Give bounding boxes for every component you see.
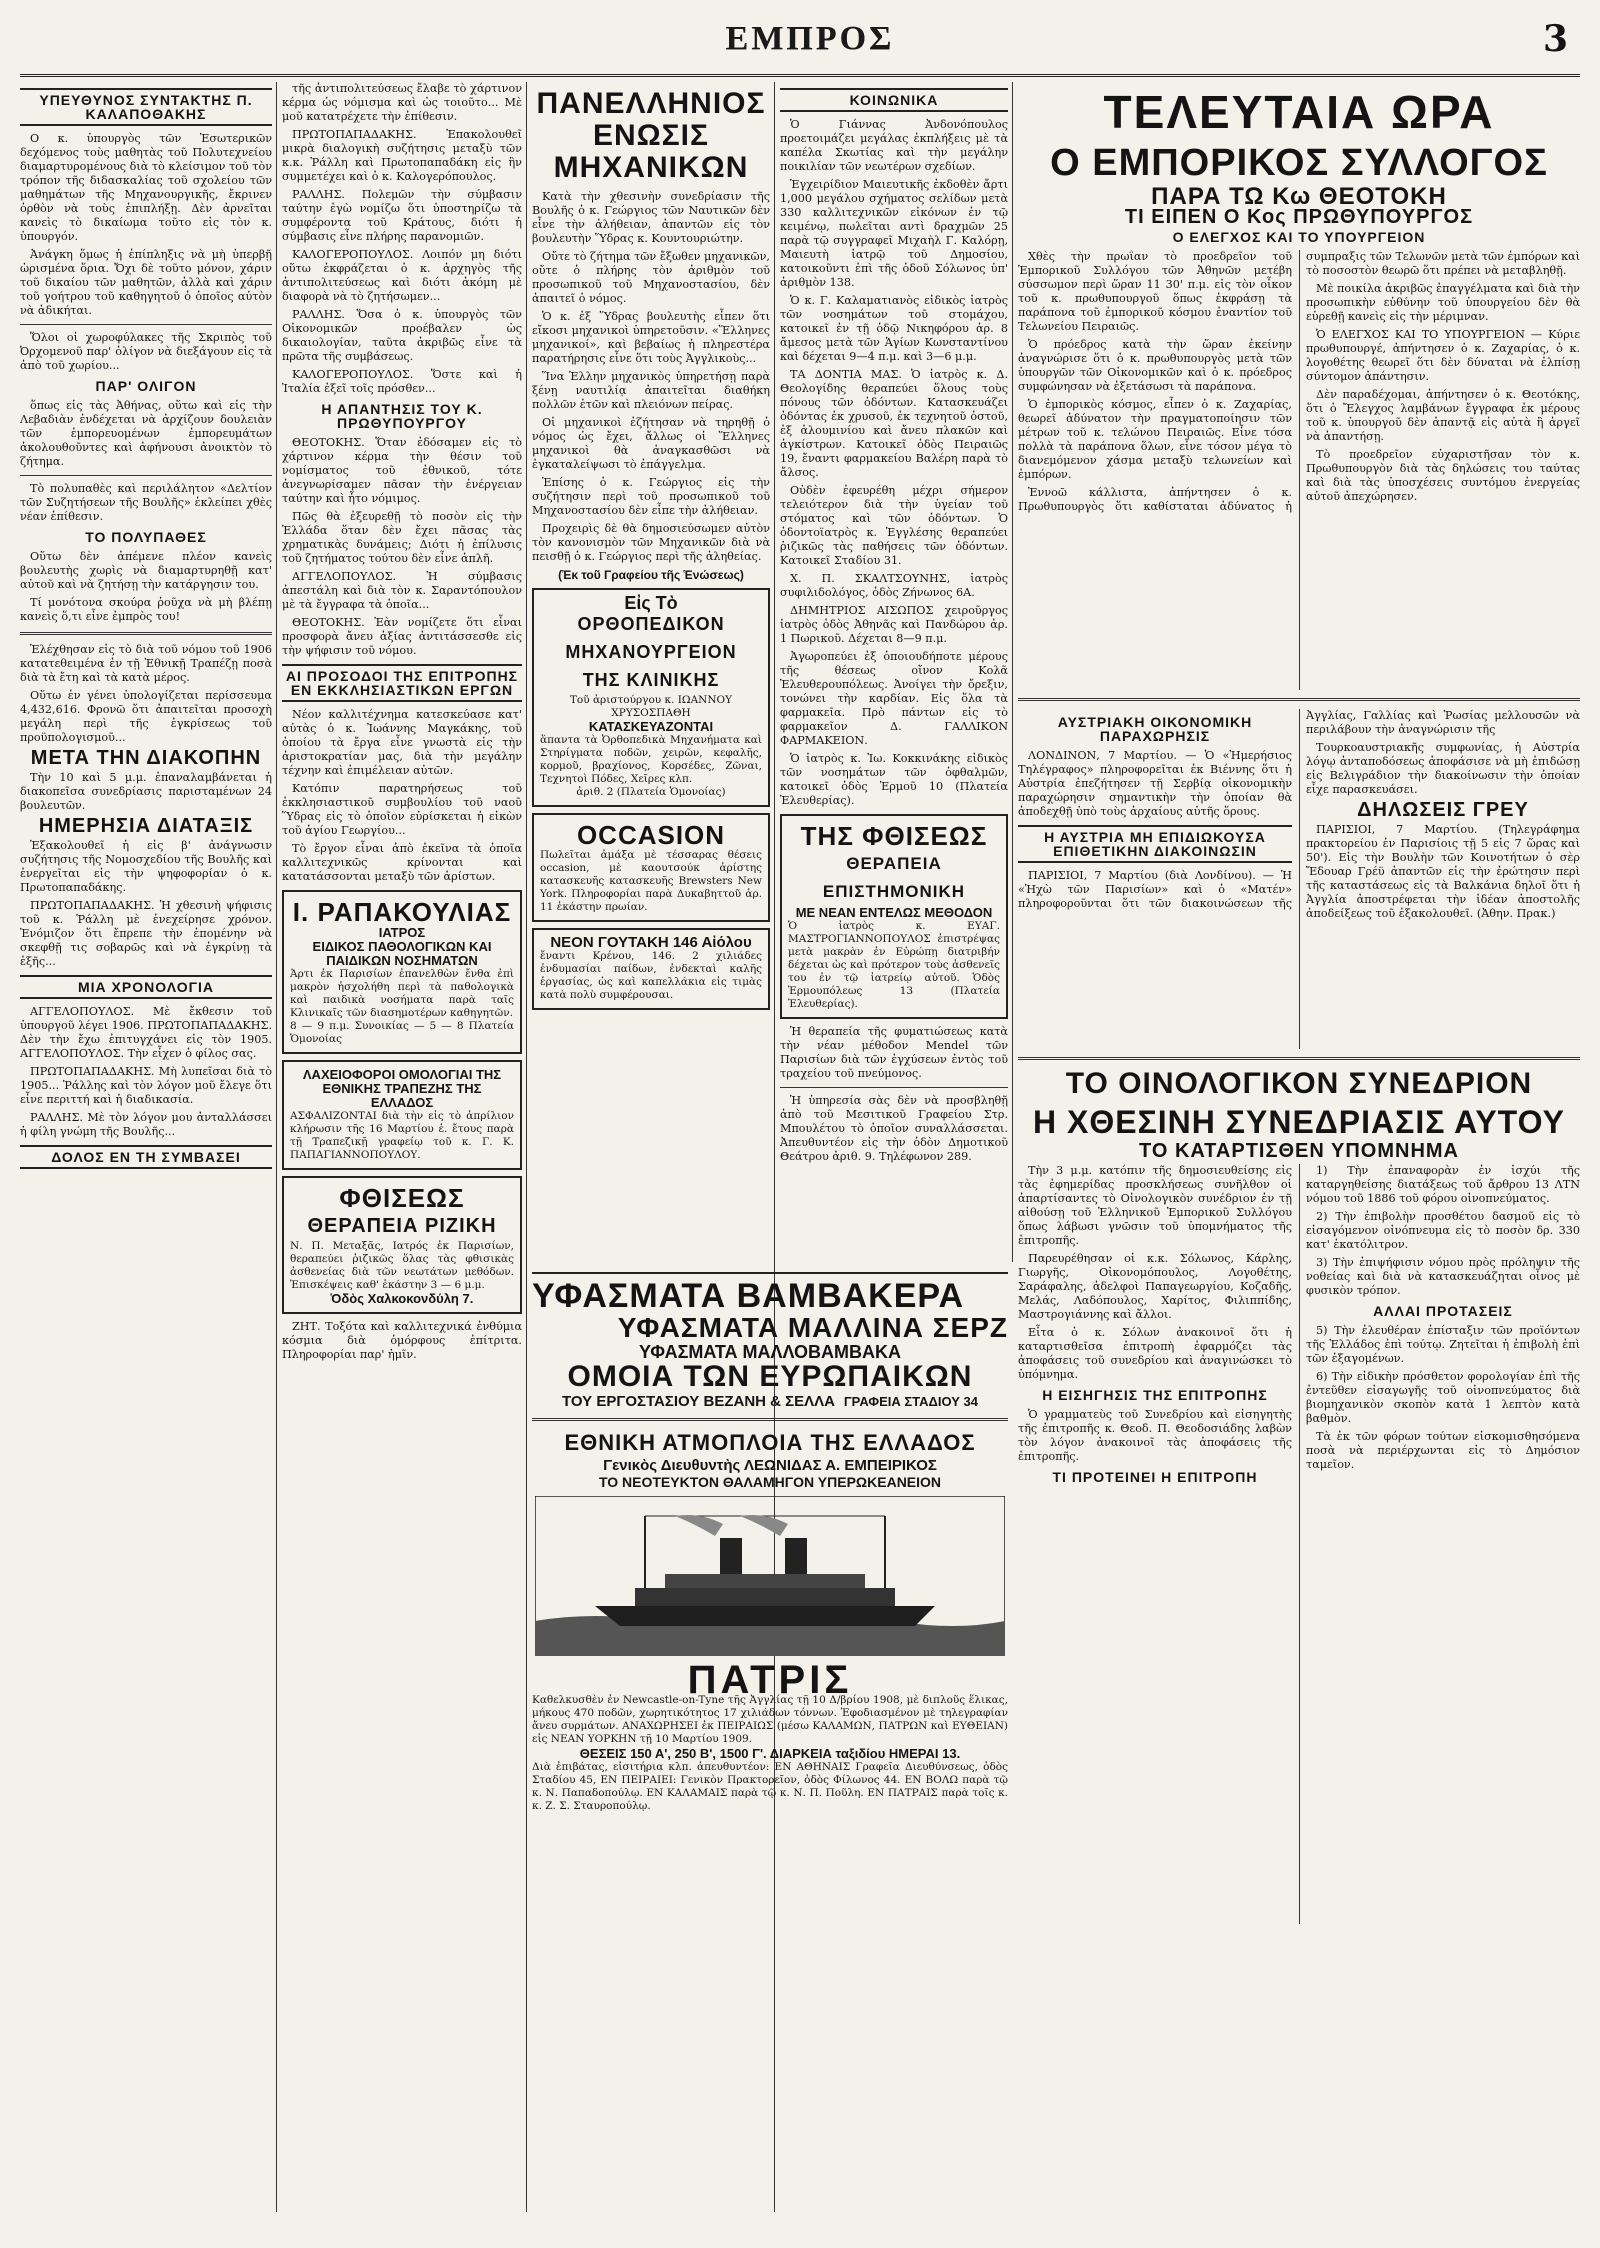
column-5 bbox=[1018, 82, 1580, 2212]
ad-body: Ὁ ἰατρὸς κ. ΕΥΑΓ. ΜΑΣΤΡΟΓΙΑΝΝΟΠΟΥΛΟΣ ἐπιστρέψας μετὰ μακρὰν ἐν Εὐρώπῃ διατριβήν δέχεται ὡς καὶ πρότερον τοὺς ἀσθενεῖς του ἐν τῷ ἰατρείῳ αὐτοῦ. Ὁδὸς Ἑρμουπόλεως 13 (Πλατεία Ἐλευθερίας). bbox=[788, 920, 1000, 1010]
article-paragraph: 1) Τὴν ἐπαναφορὰν ἐν ἰσχύι τῆς καταργηθείσης διατάξεως τοῦ ἄρθρου 13 ΛΤΝ νόμου τοῦ 1886 τοῦ φόρου οἰνοπνεύματος. bbox=[1306, 1164, 1580, 1205]
ad-subtitle: ΜΕ ΝΕΑΝ ΕΝΤΕΛΩΣ ΜΕΘΟΔΟΝ bbox=[795, 905, 993, 920]
article-paragraph: Τί μονότονα σκούρα ῥοῦχα νὰ μὴ βλέπῃ κανεὶς ὅ,τι εἶνε ἐμπρὸς του! bbox=[20, 596, 272, 623]
section-heading: ΜΙΑ ΧΡΟΝΟΛΟΓΙΑ bbox=[20, 975, 272, 999]
ad-subtitle: ΤΟ ΝΕΟΤΕΥΚΤΟΝ ΘΑΛΑΜΗΓΟΝ ΥΠΕΡΩΚΕΑΝΕΙΟΝ bbox=[598, 1474, 942, 1490]
ad-maker: ΤΟΥ ΕΡΓΟΣΤΑΣΙΟΥ ΒΕΖΑΝΗ & ΣΕΛΛΑ bbox=[562, 1393, 835, 1410]
article-paragraph: Οὕτω ἐν γένει ὑπολογίζεται περίσσευμα 4,432,616. Φρονῶ ὅτι ἀπαιτεῖται προσοχὴ μεγάλη περὶ τῆς ἐγκρίσεως τοῦ προϋπολογισμοῦ... bbox=[20, 689, 272, 744]
article-paragraph: Ὁ γραμματεὺς τοῦ Συνεδρίου καὶ εἰσηγητὴς τῆς ἐπιτροπῆς κ. Θεοδ. Π. Θεοδοσιάδης λαβὼν τὸν λόγον ἀνακοινοῖ τὰς ἀποφάσεις τῆς ἐπιτροπῆς. bbox=[1018, 1408, 1292, 1463]
ad-hours: 8 — 9 π.μ. Συνοικίας — 5 — 8 Πλατεία Ὁμονοίας bbox=[290, 1020, 514, 1045]
ad-title: ΟΡΘΟΠΕΔΙΚΟΝ ΜΗΧΑΝΟΥΡΓΕΙΟΝ bbox=[565, 614, 737, 662]
article-paragraph: Ἐλέχθησαν εἰς τὸ διὰ τοῦ νόμου τοῦ 1906 κατατεθειμένα ἐν τῇ Ἐθνικῇ Τραπέζῃ ποσὰ διὰ τὰ ἔτη καὶ τὰ κατὰ μέρος. bbox=[20, 643, 272, 684]
ad-body: Πωλεῖται ἀμάξα μὲ τέσσαρας θέσεις occasion, μὲ καουτσούκ ἀρίστης κατασκευῆς κατασκευῆς Brewsters New York. Πληροφορίαι παρὰ Δυκαβηττοῦ ἀρ. 11 ἑκάστην πρωίαν. bbox=[540, 849, 762, 913]
ad-title: OCCASION bbox=[576, 820, 726, 850]
article-paragraph: ΘΕΟΤΟΚΗΣ. Ὅταν ἐδόσαμεν εἰς τὸ χάρτινον κέρμα τὴν θέσιν τοῦ νομίσματος τοῦ ἐθνικοῦ, τότε ἀνεγνωρίσαμεν πᾶσαν τὴν ἐνέργειαν ταύτην καὶ ἦτο νόμιμος. bbox=[282, 436, 522, 505]
article-paragraph: ΠΡΩΤΟΠΑΠΑΔΑΚΗΣ. Μὴ λυπεῖσαι διὰ τὸ 1905... Ῥάλλης καὶ τὸν λόγον μοῦ ἔλεγε ὅτι εἶνε περιττή καὶ ἡ διαδικασία. bbox=[20, 1065, 272, 1106]
section-heading: Η ΧΘΕΣΙΝΗ ΣΥΝΕΔΡΙΑΣΙΣ ΑΥΤΟΥ bbox=[1033, 1104, 1565, 1140]
lottery-ad bbox=[282, 1060, 522, 1170]
article-paragraph: Οὐδὲν ἐφευρέθη μέχρι σήμερον τελειότερον διὰ τὴν ὑγείαν τοῦ στόματος καὶ τῶν ὀδόντων. Ὁ ὀδοντοϊατρὸς κ. Ἐγγλέσης θεραπεύει ῥιζικῶς τὰς παθήσεις τῶν ὀδόντων. Κατοικεῖ Σταδίου 31. bbox=[780, 484, 1008, 567]
article-paragraph: ΛΟΝΔΙΝΟΝ, 7 Μαρτίου. — Ὁ «Ἡμερήσιος Τηλέγραφος» πληροφορεῖται ἐκ Βιέννης ὅτι ἡ Αὐστρία ἐπεζήτησεν τῇ Σερβίᾳ οἰκονομικὴν παραχώρησιν σημαντικὴν τὴν ὁποίαν θὰ ἀποδεχθῇ ὑπὸ τοὺς ἀρχαίους αὐτῆς ὅρους. bbox=[1018, 749, 1292, 818]
ad-slogan: ΟΜΟΙΑ ΤΩΝ ΕΥΡΩΠΑΙΚΩΝ bbox=[567, 1360, 973, 1393]
newspaper-page bbox=[20, 14, 1580, 2214]
article-paragraph: 3) Τὴν ἐπιψήφισιν νόμου πρὸς πρόληψιν τῆς νοθείας καὶ διὰ νὰ κατασκευάζηται οἶνος μὲ φυσικὸν τρόπον. bbox=[1306, 1256, 1580, 1297]
section-heading: ΜΕΤΑ ΤΗΝ ΔΙΑΚΟΠΗΝ bbox=[30, 747, 262, 769]
article-paragraph: Ἀνάγκη ὅμως ἡ ἐπίπληξις νὰ μὴ ὑπερβῇ ὡρισμένα ὅρια. Ὄχι δὲ τοῦτο μόνον, χάριν τοῦ δικαίου τῶν μαθητῶν, ἀλλὰ καὶ χάριν τοῦ γοήτρου τοῦ καθηγητοῦ ὁ ὁποῖος αὐτὸν νὰ ἀδικήται. bbox=[20, 248, 272, 317]
ad-body: Ἀρτι ἐκ Παρισίων ἐπανελθὼν ἔνθα ἐπὶ μακρὸν ἠσχολήθη περὶ τὰ παθολογικὰ καὶ παιδικὰ νοσήματα παρὰ ταῖς Κλινικαῖς τῶν διασημοτέρων καθηγητῶν. bbox=[290, 968, 514, 1019]
article-paragraph: Πῶς θὰ ἐξευρεθῇ τὸ ποσὸν εἰς τὴν Ἑλλάδα ὅταν δὲν ἔχει πᾶσας τὰς χρηματικὰς δυνάμεις; Διότι ἡ ἐπίλυσις τοῦ ζητήματος τούτου δὲν εἶνε ἁπλῆ. bbox=[282, 510, 522, 565]
article-paragraph: Ὁ ἐμπορικὸς κόσμος, εἶπεν ὁ κ. Ζαχαρίας, θεωρεῖ ἀδύνατον τὴν πραγματοποίησιν τῶν μέτρων τοῦ κ. τελώνου Πειραιῶς. Εἶνε τόσα πολλὰ τὰ παράπονα ὅλων, εἶνε τόσον μέγα τὸ διανεμόμενον χάσμα μεταξὺ τελωνείων καὶ ἐμπόρων. bbox=[1018, 398, 1292, 481]
section-heading: ΠΑΡ' ΟΛΙΓΟΝ bbox=[95, 378, 197, 394]
article-paragraph: ΠΑΡΙΣΙΟΙ, 7 Μαρτίου. (Τηλεγράφημα πρακτορείου ἐν Παρισίοις τῇ 5 εἰς 7 ὥρας καὶ 50'). Εἰς τὴν Βουλὴν τῶν Κοινοτήτων ὁ σὲρ Ἔδουαρ Γρέϋ ἀπαντῶν εἰς τὴν ἐρώτησιν περὶ τῆς καταστάσεως εἰς τὰ Βαλκάνια δηλοῖ ὅτι ἡ Ἀγγλία ἀποστρέφεται τὴν ἰδέαν ἀποστολῆς ἀποδείξεως τοῦ ἐξακολουθεῖ. (Ἀθην. Πρακ.) bbox=[1306, 823, 1580, 920]
occasion-ad bbox=[532, 813, 770, 922]
article-paragraph: Ὁ πρόεδρος κατὰ τὴν ὥραν ἐκείνην ἀναγνώρισε ὅτι ὁ κ. πρωθυπουργὸς μετὰ τῶν ὑπουργῶν τῶν Οἰκονομικῶν καὶ ὁ κ. πρόεδρος συμφώνησαν νὰ ἐξετάσωσι τὰ παράπονα. bbox=[1018, 338, 1292, 393]
article-paragraph: Οἱ μηχανικοὶ ἐζήτησαν νὰ τηρηθῇ ὁ νόμος ὡς ἔχει, ἄλλως οἱ Ἕλληνες μηχανικοὶ θὰ ἀναγκασθῶσι νὰ ἐγκαταλείψωσι τὸ ἐπάγγελμα. bbox=[532, 416, 770, 471]
article-paragraph: ΑΓΓΕΛΟΠΟΥΛΟΣ. Μὲ ἔκθεσιν τοῦ ὑπουργοῦ λέγει 1906. ΠΡΩΤΟΠΑΠΑΔΑΚΗΣ. Δὲν τὴν ἔχω ἐπιτυγχάνει εἰς τὸν 1905. ΑΓΓΕΛΟΠΟΥΛΟΣ. Τὴν εἶχεν ὁ φίλος σας. bbox=[20, 1005, 272, 1060]
fabric-ad bbox=[532, 1272, 1008, 1410]
doctor-ad bbox=[282, 890, 522, 1054]
article-paragraph: Τὸ ἔργον εἶναι ἀπὸ ἐκεῖνα τὰ ὁποῖα καλλιτεχνικῶς κρίνονται καὶ κατατάσσονται μεταξὺ τῶν ἀρίστων. bbox=[282, 842, 522, 883]
article-paragraph: Ὁ κ. Γ. Καλαματιανὸς εἰδικὸς ἰατρὸς τῶν νοσημάτων τοῦ στομάχου, κατοικεῖ ἐν τῇ ὁδῷ Νικηφόρου ἀρ. 8 ἄμεσος μετὰ τῶν Ἁγίων Κωνσταντίνου καὶ δέχεται 9—4 π.μ. καὶ 3—6 μ.μ. bbox=[780, 294, 1008, 363]
ad-subtitle: ΥΦΑΣΜΑΤΑ ΜΑΛΛΟΒΑΜΒΑΚΑ bbox=[638, 1342, 902, 1362]
section-heading: ΑΥΣΤΡΙΑΚΗ ΟΙΚΟΝΟΜΙΚΗ ΠΑΡΑΧΩΡΗΣΙΣ bbox=[1057, 714, 1253, 744]
ad-title: ΤΗΣ ΚΛΙΝΙΚΗΣ bbox=[582, 670, 720, 690]
article-paragraph: Ὁ κ. ἐξ Ὕδρας βουλευτὴς εἶπεν ὅτι εἴκοσι μηχανικοὶ ὑπηρετοῦσιν. «Ἕλληνες μηχανικοί», καὶ βεβαίως ἡ πληρεστέρα παρατήρησις εἶνε ὅτι τοὺς Ἀγγλικοὺς... bbox=[532, 310, 770, 365]
article-paragraph: Ὁ Γιάννας Ἀνδονόπουλος προετοιμάζει μεγάλας ἐκπλήξεις μὲ τὰ καπέλα Σκωτίας καὶ τὴν μεγάλην ποικιλίαν τῶν νεωτέρων σχεδίων. bbox=[780, 118, 1008, 173]
ad-pretitle: Εἰς Τὸ bbox=[624, 593, 678, 613]
ad-address: Ὁδὸς Χαλκοκονδύλη 7. bbox=[330, 1291, 474, 1306]
article-paragraph: Τὴν 10 καὶ 5 μ.μ. ἐπαναλαμβάνεται ἡ διακοπεῖσα συνεδρίασις παρισταμένων 24 βουλευτῶν. bbox=[20, 771, 272, 812]
ad-contact: Διὰ ἐπιβάτας, εἰσιτήρια κλπ. ἀπευθυντέον: ΕΝ ΑΘΗΝΑΙΣ Γραφεῖα Διευθύνσεως, ὁδὸς Σταδίου 45, ΕΝ ΠΕΙΡΑΙΕΙ: Γενικὸν Πρακτορεῖον, ὁδὸς Φίλωνος 44. ΕΝ ΒΟΛΩ παρὰ τῷ κ. Ν. Παπαδοπούλῳ. ΕΝ ΚΑΛΑΜΑΙΣ παρὰ τῷ κ. Ν. Π. Ποῦλη. ΕΝ ΠΑΤΡΑΙΣ παρὰ τοῖς κ. κ. Ζ. Σ. Σταυροπούλῳ. bbox=[532, 1761, 1008, 1812]
section-heading: ΤΟ ΟΙΝΟΛΟΓΙΚΟΝ ΣΥΝΕΔΡΙΟΝ bbox=[1065, 1067, 1533, 1100]
section-heading: ΠΑΝΕΛΛΗΝΙΟΣ ΕΝΩΣΙΣ ΜΗΧΑΝΙΚΩΝ bbox=[536, 87, 766, 184]
article-paragraph: Κατὰ τὴν χθεσινὴν συνεδρίασιν τῆς Βουλῆς ὁ κ. Γεώργιος τῶν Ναυτικῶν δὲν εἶνε τὴν ἀλήθειαν, ἀπαντῶν εἰς τὸν βουλευτὴν Ὕδρας κ. Κουντουριώτην. bbox=[532, 190, 770, 245]
ad-subtitle: ΚΑΤΑΣΚΕΥΑΖΟΝΤΑΙ bbox=[588, 719, 714, 734]
ad-body: ΑΣΦΑΛΙΖΟΝΤΑΙ διὰ τὴν εἰς τὸ ἀπρίλιον κλήρωσιν τῆς 16 Μαρτίου ἐ. ἔτους παρὰ τῇ Τραπεζικῇ γραφείῳ τοῦ κ. Γ. Κ. ΠΑΠΑΓΙΑΝΝΟΠΟΥΛΟΥ. bbox=[290, 1110, 514, 1161]
section-heading: Η ΕΙΣΗΓΗΣΙΣ ΤΗΣ ΕΠΙΤΡΟΠΗΣ bbox=[1042, 1387, 1268, 1403]
article-paragraph: Τὰ ἐκ τῶν φόρων τούτων εἰσκομισθησόμενα ποσὰ νὰ περιέρχωνται εἰς τὸ Δημόσιον ταμεῖον. bbox=[1306, 1430, 1580, 1471]
article-paragraph: Χθὲς τὴν πρωΐαν τὸ προεδρεῖον τοῦ Ἐμπορικοῦ Συλλόγου τῶν Ἀθηνῶν μετέβη σύσσωμον περὶ ὥραν 11 30' π.μ. εἰς τὸν οἶκον τοῦ κ. πρωθυπουργοῦ ὅπως ἐκφράσῃ τὰ παράπονα τοῦ ἐμπορικοῦ κόσμου ἐναντίον τοῦ Τελωνείου Πειραιῶς. bbox=[1018, 250, 1292, 333]
masthead bbox=[20, 14, 1580, 77]
column-3 bbox=[532, 82, 770, 1262]
article-paragraph: Ἐπίσης ὁ κ. Γεώργιος εἰς τὴν συζήτησιν περὶ τοῦ προσωπικοῦ τοῦ Μηχανοστασίου δὲν εἶπε τὴν ἀλήθειαν. bbox=[532, 476, 770, 517]
ad-title: ΦΘΙΣΕΩΣ bbox=[339, 1183, 465, 1213]
article-paragraph: ΠΡΩΤΟΠΑΠΑΔΑΚΗΣ. Ἐπακολουθεῖ μικρὰ διαλογικὴ συζήτησις μεταξὺ τῶν κ.κ. Ῥάλλη καὶ Πρωτοπαπαδάκη εἰς ἣν συμμετέχει καὶ ὁ κ. Καλογερόπουλος. bbox=[282, 128, 522, 183]
tuberculosis-ad bbox=[780, 814, 1008, 1019]
ship-name: ΠΑΤΡΙΣ bbox=[687, 1658, 853, 1702]
article-paragraph: Ἵνα Ἑλλην μηχανικὸς ὑπηρετήσῃ παρὰ ξένῃ ναυτιλίᾳ ἀπαιτεῖται διαθήκη πολλῶν ἐτῶν καὶ πλειόνων πείρας. bbox=[532, 370, 770, 411]
wine-congress-story bbox=[1018, 1164, 1580, 1924]
article-paragraph: ΘΕΟΤΟΚΗΣ. Ἐὰν νομίζετε ὅτι εἶναι προσφορὰ ἄνευ ἀξίας ἀντιτάσσεσθε εἰς τὴν ψήφισιν τοῦ νόμου. bbox=[282, 616, 522, 657]
bottom-ads bbox=[532, 1272, 1008, 2212]
section-heading: ΔΗΛΩΣΕΙΣ ΓΡΕΥ bbox=[1357, 799, 1529, 821]
section-heading: ΤΟ ΚΑΤΑΡΤΙΣΘΕΝ ΥΠΟΜΝΗΜΑ bbox=[1138, 1140, 1459, 1162]
section-heading: Η ΑΠΑΝΤΗΣΙΣ ΤΟΥ Κ. ΠΡΩΘΥΠΟΥΡΓΟΥ bbox=[321, 401, 483, 431]
article-paragraph: ΠΡΩΤΟΠΑΠΑΔΑΚΗΣ. Ἡ χθεσινὴ ψήφισις τοῦ κ. Ῥάλλη μὲ ἐνεχείρησε χρόνον. Ἐνόμιζον ὅτι ἔπρεπε τὴν ἐπομένην νὰ σκεφθῇ τις σοβαρῶς καὶ νὰ ἐγκρίνῃ τὰ ἑξῆς... bbox=[20, 899, 272, 968]
section-heading: ΤΙ ΠΡΟΤΕΙΝΕΙ Η ΕΠΙΤΡΟΠΗ bbox=[1052, 1469, 1258, 1485]
ad-title: ΘΕΡΑΠΕΙΑ ΕΠΙΣΤΗΜΟΝΙΚΗ bbox=[822, 854, 966, 901]
article-paragraph: ΡΑΛΛΗΣ. Μὲ τὸν λόγον μου ἀνταλλάσσει ἡ φίλη γνώμη τῆς Βουλῆς... bbox=[20, 1111, 272, 1138]
masthead-title: ΕΜΠΡΟΣ bbox=[680, 20, 940, 58]
article-paragraph: 2) Τὴν ἐπιβολὴν προσθέτου δασμοῦ εἰς τὸ εἰσαγόμενον οἰνόπνευμα εἰς τὸ ποσὸν δρ. 330 κατ' ἑκατόλιτρον. bbox=[1306, 1210, 1580, 1251]
article-paragraph: Οὕτω δὲν ἀπέμενε πλέον κανεὶς βουλευτὴς χωρὶς νὰ διαμαρτυρηθῇ κατ' αὐτοῦ καὶ νὰ ζητήσῃ τὴν κατάργησιν του. bbox=[20, 550, 272, 591]
section-heading: Η ΑΥΣΤΡΙΑ ΜΗ ΕΠΙΔΙΩΚΟΥΣΑ ΕΠΙΘΕΤΙΚΗΝ ΔΙΑΚΟΙΝΩΣΙΝ bbox=[1018, 825, 1292, 863]
ad-title: ΝΕΟΝ ΓΟΥΤΑΚΗ 146 Αἰόλου bbox=[550, 934, 752, 951]
sub-headline: Ο ΕΛΕΓΧΟΣ ΚΑΙ ΤΟ ΥΠΟΥΡΓΕΙΟΝ bbox=[1172, 229, 1426, 245]
article-paragraph: Δὲν παραδέχομαι, ἀπήντησεν ὁ κ. Θεοτόκης, ὅτι ὁ Ἔλεγχος λαμβάνων ἔγγραφα ἐκ μέρους τοῦ κ. ὑπουργοῦ δὲν ἀπαντᾷ εἰς αὐτὰ ἢ ἀργεῖ νὰ ἀπαντήσῃ. bbox=[1306, 388, 1580, 443]
article-paragraph: Ἡ θεραπεία τῆς φυματιώσεως κατὰ τὴν νέαν μέθοδον Mendel τῶν Παρισίων διὰ τῶν ἐγχύσεων ἐντὸς τοῦ τραχείου τοῦ πνεύμονος. bbox=[780, 1025, 1008, 1080]
telegrams bbox=[1018, 709, 1580, 1049]
page-number: 3 bbox=[1542, 18, 1568, 60]
article-paragraph: ΡΑΛΛΗΣ. Πολεμῶν τὴν σύμβασιν ταύτην ἐγὼ νομίζω ὅτι ὑποστηρίζω τὰ συμφέροντα τοῦ Κράτους, διότι ἡ σύμβασις εἶνε πλήρης παρανομιῶν. bbox=[282, 188, 522, 243]
ad-classes: ΘΕΣΕΙΣ 150 Α', 250 Β', 1500 Γ'. ΔΙΑΡΚΕΙΑ ταξιδίου ΗΜΕΡΑΙ 13. bbox=[579, 1746, 961, 1761]
article-paragraph: Τὸ πολυπαθὲς καὶ περιλάλητον «Δελτίον τῶν Συζητήσεων τῆς Βουλῆς» ἐκλείπει χθὲς νέαν ἐπίθεσιν. bbox=[20, 482, 272, 523]
column-2 bbox=[282, 82, 522, 2212]
lead-story bbox=[1018, 250, 1580, 690]
article-paragraph: Τουρκοαυστριακῆς συμφωνίας, ἡ Αὐστρία λόγῳ ἀνταποδόσεως ἀποφάσισε νὰ μὴ ἐπιδώσῃ εἰς Βελιγράδιον τὴν διακοίνωσιν τὴν ὁποίαν εἶχε παρασκευάσει. bbox=[1306, 741, 1580, 796]
ad-subtitle: ΘΕΡΑΠΕΙΑ ΡΙΖΙΚΗ bbox=[307, 1215, 497, 1237]
article-paragraph: ὅπως εἰς τὰς Ἀθήνας, οὕτω καὶ εἰς τὴν Λεβαδιὰν ἐνδέχεται νὰ ἀρχίζουν δουλειὰν τῶν ἐμπορευομένων ἐμπορευμάτων ἀκολουθοῦντες καὶ ἀφήνουσι ἀνοικτὸν τὸ ζήτημα. bbox=[20, 399, 272, 468]
article-paragraph: ΤΑ ΔΟΝΤΙΑ ΜΑΣ. Ὁ ἰατρὸς κ. Δ. Θεολογίδης θεραπεύει ὅλους τοὺς πόνους τῶν ὀδόντων. Κατασκευάζει ὀδόντας ἐκ χρυσοῦ, ἐκ τεχνητοῦ ὀστοῦ, ἐξ ἀλουμινίου καὶ ἄνευ πλακῶν καὶ ἀγκίστρων. Κατοικεῖ ὁδὸς Πειραιῶς 19, ἔναντι φαρμακείου Βαλέρη παρὰ τὸ ἄλσος. bbox=[780, 368, 1008, 479]
ad-title: ΕΘΝΙΚΗ ΑΤΜΟΠΛΟΙΑ ΤΗΣ ΕΛΛΑΔΟΣ bbox=[564, 1430, 976, 1455]
article-paragraph: Ὅλοι οἱ χωροφύλακες τῆς Σκριπὸς τοῦ Ὀρχομενοῦ παρ' ὀλίγον νὰ διεξάγουν εἰς τὰ ἀπὸ τοῦ χωρίου... bbox=[20, 331, 272, 372]
article-paragraph: Ἐξακολουθεῖ ἡ εἰς β' ἀνάγνωσιν συζήτησις τῆς Νομοσχεδίου τῆς Βουλῆς καὶ ἐνεργεῖται εἰς τὴν ψηφοφορίαν ὁ κ. Πρωτοπαπαδάκης. bbox=[20, 839, 272, 894]
ad-title: ΥΦΑΣΜΑΤΑ ΜΑΛΛΙΝΑ ΣΕΡΖ bbox=[617, 1312, 1008, 1343]
article-paragraph: ΑΓΓΕΛΟΠΟΥΛΟΣ. Ἡ σύμβασις ἀπεστάλη καὶ διὰ τὸν κ. Σαραντόπουλον μὲ τὰ ἔγγραφα τὰ ὁποῖα... bbox=[282, 570, 522, 611]
article-paragraph: Ἐγχειρίδιον Μαιευτικῆς ἐκδοθὲν ἄρτι 1,000 μεγάλου σχήματος σελίδων μετὰ 330 καλλιτεχνικῶν εἰκόνων ἐν τῷ κειμένῳ, πωλεῖται αντὶ δραχμῶν 25 παρὰ τῷ συγγραφεῖ Μιχαὴλ Γ. Καλόρῃ, Μαιευτὴ ἰατρῷ τοῦ Δημοσίου, κατοικοῦντι ἐπὶ τῆς ὁδοῦ Σόλωνος ὑπ' ἀριθμὸν 138. bbox=[780, 178, 1008, 289]
article-paragraph: Ἡ ὑπηρεσία σὰς δὲν νὰ προσβληθῇ ἀπὸ τοῦ Μεσιτικοῦ Γραφείου Στρ. Μπουλέτου τὸ ὁποῖον συναλλάσσεται. Ἀπευθυντέον εἰς τὴν ὁδὸν Δημοτικοῦ Θεάτρου ἀριθ. 9. Τηλέφωνον 289. bbox=[780, 1094, 1008, 1163]
ad-body: Καθελκυσθὲν ἐν Newcastle-on-Tyne τῆς Ἀγγλίας τῇ 10 Δ/βρίου 1908, μὲ διπλοῦς ἕλικας, μήκους 470 ποδῶν, χωρητικότητος 17 χιλιάδων τόννων. Ἐφοδιασμένον μὲ τηλεγραφίαν ἄνευ συρμάτων. ΑΝΑΧΩΡΗΣΕΙ ἐκ ΠΕΙΡΑΙΩΣ (μέσω ΚΑΛΑΜΩΝ, ΠΑΤΡΩΝ καὶ ΕΥΘΕΙΑΝ) εἰς ΝΕΑΝ ΥΟΡΚΗΝ τῇ 10 Μαρτίου 1909. bbox=[532, 1694, 1008, 1745]
article-paragraph: Χ. Π. ΣΚΑΛΤΣΟΥΝΗΣ, ἰατρὸς συφιλιδολόγος, ὁδὸς Ζήνωνος 6Α. bbox=[780, 572, 1008, 599]
section-heading: ΑΛΛΑΙ ΠΡΟΤΑΣΕΙΣ bbox=[1373, 1303, 1513, 1319]
ad-address: ἀριθ. 2 (Πλατεία Ὁμονοίας) bbox=[576, 786, 726, 798]
ad-title: ΥΦΑΣΜΑΤΑ ΒΑΜΒΑΚΕΡΑ bbox=[532, 1277, 965, 1315]
article-paragraph: Τὴν 3 μ.μ. κατόπιν τῆς δημοσιευθείσης εἰς τὰς ἐφημερίδας προσκλήσεως συνῆλθον οἱ ἀπαρτίσαντες τὸ Οἰνολογικὸν συνέδριον ἐν τῇ αἰθούσῃ τοῦ Ἑλληνικοῦ Ἐμπορικοῦ Συλλόγου ὅπως λάβωσι γνῶσιν τοῦ ὑπομνήματος τῆς ἐπιτροπῆς. bbox=[1018, 1164, 1292, 1247]
section-heading: ΑΙ ΠΡΟΣΟΔΟΙ ΤΗΣ ΕΠΙΤΡΟΠΗΣ ΕΝ ΕΚΚΛΗΣΙΑΣΤΙΚΩΝ ΕΡΓΩΝ bbox=[282, 664, 522, 702]
ad-subtitle: ΕΙΔΙΚΟΣ ΠΑΘΟΛΟΓΙΚΩΝ ΚΑΙ ΠΑΙΔΙΚΩΝ ΝΟΣΗΜΑΤΩΝ bbox=[312, 939, 492, 968]
ship-illustration bbox=[535, 1496, 1005, 1656]
article-paragraph: Ο κ. ὑπουργὸς τῶν Ἐσωτερικῶν δεχόμενος τοὺς μαθητὰς τοῦ Πολυτεχνείου διαμαρτυρομένους διὰ τὸ κλείσιμον τοῦ τὸν τρόπον τῆς διδασκαλίας τοῦ σχολείου τῶν μαθημάτων τῆς Μηχανουργικῆς, ἔκρινεν ὀρθὸν νὰ τοὺς ἐπιπλήξῃ. Δὲν ἀρνεῖται κανεὶς τὸ δικαίωμα τοῦτο εἰς τὸν κ. ὑπουργόν. bbox=[20, 132, 272, 243]
shipping-ad bbox=[532, 1429, 1008, 1813]
article-paragraph: 5) Τὴν ἐλευθέραν ἐπίσταξιν τῶν προϊόντων τῆς Ἑλλάδος ἐπὶ τούτῳ. Ζητεῖται ἡ ἐπιβολὴ ἐπὶ τῶν ἐξαγομένων. bbox=[1306, 1324, 1580, 1365]
article-paragraph: Οὔτε τὸ ζήτημα τῶν ἔξωθεν μηχανικῶν, οὔτε ὁ πλήρης τὸν ἀριθμὸν τοῦ προσωπικοῦ τοῦ Μηχανοστασίου, δὲν ἀπαιτεῖ ὁ νόμος. bbox=[532, 250, 770, 305]
main-headline: ΤΕΛΕΥΤΑΙΑ ΩΡΑ bbox=[1103, 86, 1495, 138]
ad-owner: Τοῦ ἀριστούργου κ. ΙΩΑΝΝΟΥ ΧΡΥΣΟΣΠΑΘΗ bbox=[569, 694, 733, 719]
ad-subtitle: ΙΑΤΡΟΣ bbox=[378, 925, 426, 940]
article-paragraph: 6) Τὴν εἰδικὴν πρόσθετον φορολογίαν ἐπὶ τῆς ἐντεῦθεν εἰσαγωγῆς τοῦ οἰνοπνεύματος διὰ βιομηχανικὸν σκοπὸν κατὰ 1 λεπτὸν κατὰ βαθμὸν. bbox=[1306, 1370, 1580, 1425]
article-paragraph: τῆς ἀντιπολιτεύσεως ἔλαβε τὸ χάρτινον κέρμα ὡς νόμισμα καὶ ὡς τοιοῦτο... Μὲ μοῦ κατατρέχετε τὴν ἐπίθεσιν. bbox=[282, 82, 522, 123]
article-paragraph: ΚΑΛΟΓΕΡΟΠΟΥΛΟΣ. Λοιπόν μη διότι οὕτω ἐκφράζεται ὁ κ. ἀρχηγὸς τῆς ἀντιπολιτεύσεως καὶ διότι ἀκόμη μὲ διαφορὰ νὰ τὸ ζητήσωμεν... bbox=[282, 248, 522, 303]
article-paragraph: Ὁ ΕΛΕΓΧΟΣ ΚΑΙ ΤΟ ΥΠΟΥΡΓΕΙΟΝ — Κύριε πρωθυπουργέ, ἀπήντησεν ὁ κ. Ζαχαρίας, ὁ κ. λογοθέτης θεωρεῖ ὅτι δὲν δύναται νὰ ἐλπίσῃ σύντομον ἀπάντησιν. bbox=[1306, 328, 1580, 383]
article-paragraph: ΠΑΡΙΣΙΟΙ, 7 Μαρτίου (διὰ Λονδίνου). — Ἡ «Ἠχὼ τῶν Παρισίων» καὶ ὁ «Ματέν» πληροφοροῦνται ὅτι τῶν διακοινώσεων τῆς Ἀγγλίας, Γαλλίας καὶ Ῥωσίας μελλουσῶν νὰ περιλάβουν τὴν ἀναγνώρισιν τῆς bbox=[1018, 709, 1580, 910]
ad-body: ἔναντι Κρένου, 146. 2 χιλιάδες ἐνδυμασίαι παίδων, ἐνδεκταὶ καλῆς ἐργασίας, ὡς καὶ καπελλάκια εἰς τιμὰς κατὰ πολὺ συμφέρουσαι. bbox=[540, 950, 762, 1001]
article-paragraph: ΔΗΜΗΤΡΙΟΣ ΑΙΣΩΠΟΣ χειροῦργος ἰατρὸς ὁδὸς Ἀθηνᾶς καὶ Πανδώρου ἀρ. 1 Πωρικοῦ. Δέχεται 8—9 π.μ. bbox=[780, 604, 1008, 645]
column-1 bbox=[20, 82, 272, 2212]
ad-agent: Γενικὸς Διευθυντὴς ΛΕΩΝΙΔΑΣ Α. ΕΜΠΕΙΡΙΚΟΣ bbox=[603, 1457, 937, 1474]
ad-title: ΤΗΣ ΦΘΙΣΕΩΣ bbox=[800, 821, 988, 851]
article-paragraph: ΚΑΛΟΓΕΡΟΠΟΥΛΟΣ. Ὅστε καὶ ἡ Ἰταλία ἐξεῖ τοῖς πρόσθεν... bbox=[282, 368, 522, 395]
therapy-ad bbox=[282, 1176, 522, 1314]
section-heading: ΚΟΙΝΩΝΙΚΑ bbox=[780, 88, 1008, 112]
section-heading: ΔΟΛΟΣ ΕΝ ΤΗ ΣΥΜΒΑΣΕΙ bbox=[20, 1145, 272, 1169]
article-paragraph: Μὲ ποικίλα ἀκριβῶς ἐπαγγέλματα καὶ διὰ τὴν προσωπικὴν εὐθύνην τοῦ ὑπουργείου δὲν θὰ εὑρεθῇ κανεὶς εἰς τὴν μέριμναν. bbox=[1306, 282, 1580, 323]
store-ad bbox=[532, 928, 770, 1010]
sub-headline: ΤΙ ΕΙΠΕΝ Ο Κος ΠΡΩΘΥΠΟΥΡΓΟΣ bbox=[1124, 206, 1474, 228]
editor-heading: ΥΠΕΥΘΥΝΟΣ ΣΥΝΤΑΚΤΗΣ Π. ΚΑΛΑΠΟΘΑΚΗΣ bbox=[20, 88, 272, 126]
article-paragraph: Κατόπιν παρατηρήσεως τοῦ ἐκκλησιαστικοῦ συμβουλίου τοῦ ναοῦ Ὕδρας εἰς τὸ ὁποῖον εὐρίσκεται ἡ εἰκὼν τοῦ ἁγίου Γεωργίου... bbox=[282, 782, 522, 837]
orthopedic-ad bbox=[532, 588, 770, 807]
sub-headline: ΠΑΡΑ ΤΩ Κω ΘΕΟΤΟΚΗ bbox=[1151, 183, 1447, 210]
ad-address: ΓΡΑΦΕΙΑ ΣΤΑΔΙΟΥ 34 bbox=[843, 1394, 978, 1409]
article-paragraph: Ὁ ἰατρὸς κ. Ἰω. Κοκκινάκης εἰδικὸς τῶν νοσημάτων τῶν ὀφθαλμῶν, κατοικεῖ ὁδὸς Ἑρμοῦ 10 (Πλατεία Ἐλευθερίας). bbox=[780, 752, 1008, 807]
column-4 bbox=[780, 82, 1008, 1262]
ad-body: Ν. Π. Μεταξᾶς, Ιατρός ἐκ Παρισίων, θεραπεύει ῥιζικῶς ὅλας τὰς φθισικὰς ἀσθενείας διὰ τῶν νεωτάτων μεθόδων. Ἐπισκέψεις καθ' ἑκάστην 3 — 6 μ.μ. bbox=[290, 1240, 514, 1291]
main-headline: Ο ΕΜΠΟΡΙΚΟΣ ΣΥΛΛΟΓΟΣ bbox=[1050, 142, 1548, 184]
ad-title: Ι. ΡΑΠΑΚΟΥΛΙΑΣ bbox=[292, 897, 512, 927]
article-paragraph: Προχειρὶς δὲ θὰ δημοσιεύσωμεν αὐτὸν τὸν κανονισμὸν τῶν Μηχανικῶν διὰ νὰ πεισθῇ ὁ κ. Γεώργιος περὶ τῆς ἀληθείας. bbox=[532, 522, 770, 563]
article-paragraph: ΖΗΤ. Τοξότα καὶ καλλιτεχνικά ἐνθύμια κόσμια διὰ ὁμόρφους ἐπίτριτα. Πληροφορίαι παρ' ἡμῖν. bbox=[282, 1320, 522, 1361]
article-paragraph: Τὸ προεδρεῖον εὐχαριστῆσαν τὸν κ. Πρωθυπουργὸν διὰ τὰς δηλώσεις του ταύτας καὶ διὰ τὰς ὑποσχέσεις συντόμου ἐνεργείας αὐτοῦ ἀπεχώρησεν. bbox=[1306, 448, 1580, 503]
section-heading: ΤΟ ΠΟΛΥΠΑΘΕΣ bbox=[85, 529, 207, 545]
source-line: (Ἐκ τοῦ Γραφείου τῆς Ἑνώσεως) bbox=[558, 568, 744, 582]
article-paragraph: Ἀγωροπεύει ἐξ ὁποιουδήποτε μέρους τῆς θέσεως οἴνον Κολᾶ Ἐλευθερουπόλεως. Ἀνοίγει τὴν ὄρεξιν, τονώνει τὴν καρδίαν. Εἰς ὅλα τὰ φαρμακεῖα. Πρὸ πάντων εἰς τὸ φαρμακεῖον Δ. ΓΑΛΛΙΚΟΝ ΦΑΡΜΑΚΕΙΟΝ. bbox=[780, 650, 1008, 747]
article-paragraph: Παρευρέθησαν οἱ κ.κ. Σόλωνος, Κάρλης, Γιωργῆς, Οἰκονομόπουλος, Λογοθέτης, Σαράφαλης, ἀδελφοὶ Παπαγεωργίου, Κοζαδῆς, Μελάς, Λαδόπουλος, Χαρίτος, Φιλιππίδης, Μαστρογιάννης καὶ ἄλλοι. bbox=[1018, 1252, 1292, 1321]
article-paragraph: ΡΑΛΛΗΣ. Ὅσα ὁ κ. ὑπουργὸς τῶν Οἰκονομικῶν προέβαλεν ὡς δικαιολογίαν, ταῦτα ἀκριβῶς εἶνε τὰ πρῶτα τῆς συμβάσεως. bbox=[282, 308, 522, 363]
section-heading: ΗΜΕΡΗΣΙΑ ΔΙΑΤΑΞΙΣ bbox=[38, 815, 254, 837]
article-paragraph: Ἐννοῶ κάλλιστα, ἀπήντησεν ὁ κ. Πρωθυπουργὸς ὅτι καθίσταται ἀδύνατος ἡ συμπραξις τῶν Τελωνῶν μετὰ τῶν ἐμπόρων καὶ τὸ ποσοστὸν θεωρῶ ὅτι πρέπει νὰ μεταβληθῇ. bbox=[1018, 250, 1580, 513]
article-paragraph: Νέον καλλιτέχνημα κατεσκεύασε κατ' αὐτὰς ὁ κ. Ἰωάννης Μαγκάκης, τοῦ ὁποίου τὰ ἔργα εἶνε γνωστὰ εἰς τὴν ἀριστοκρατίαν μας, διὰ τὴν μεγάλην τέχνην καὶ ἐπιμέλειαν αὐτῶν. bbox=[282, 708, 522, 777]
ad-title: ΛΑΧΕΙΟΦΟΡΟΙ ΟΜΟΛΟΓΙΑΙ ΤΗΣ ΕΘΝΙΚΗΣ ΤΡΑΠΕΖΗΣ ΤΗΣ ΕΛΛΑΔΟΣ bbox=[302, 1067, 502, 1110]
article-paragraph: Εἶτα ὁ κ. Σόλων ἀνακοινοῖ ὅτι ἡ καταρτισθεῖσα ἐπιτροπὴ ἐφαρμόζει τὰς ἀποφάσεις τοῦ συνεδρίου καὶ ἀναγινώσκει τὸ ὑπόμνημα. bbox=[1018, 1326, 1292, 1381]
ad-body: ἅπαντα τὰ Ὀρθοπεδικὰ Μηχανήματα καὶ Στηρίγματα ποδῶν, χειρῶν, κεφαλῆς, κορμοῦ, βραχίονος, Κορσέδες, Ζῶναι, Τεχνητοὶ Πόδες, Χεῖρες κλπ. bbox=[540, 734, 762, 785]
